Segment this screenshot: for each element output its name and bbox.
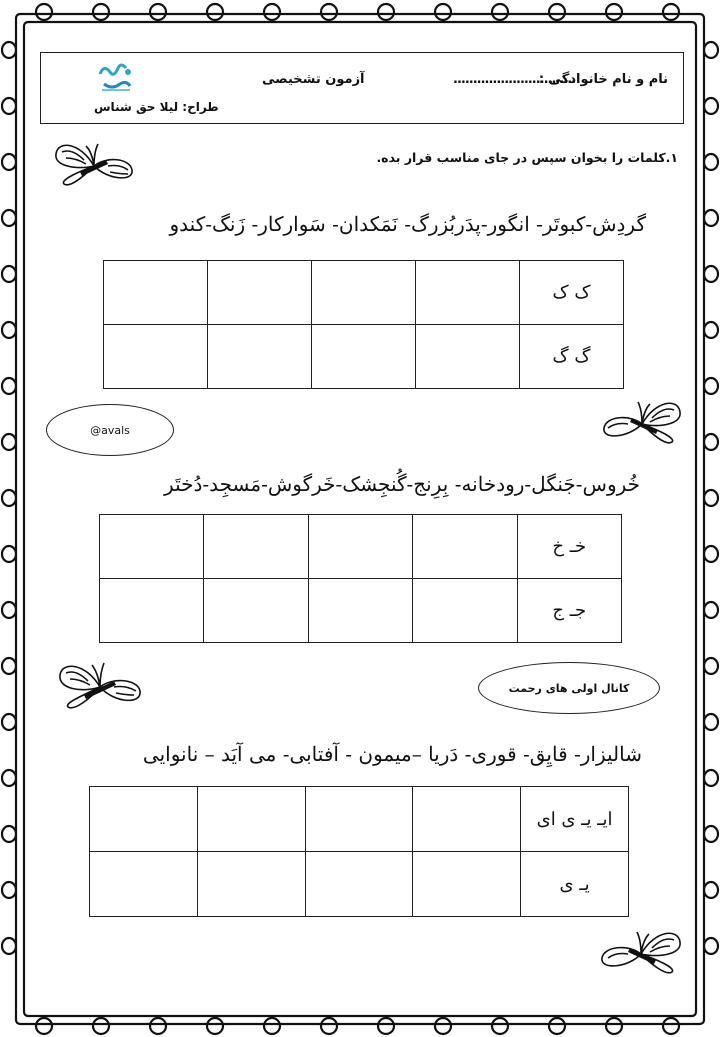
border-loop xyxy=(704,42,718,58)
border-loop xyxy=(2,826,16,842)
border-loop xyxy=(606,4,622,20)
border-loop xyxy=(207,4,223,20)
sorting-table-3 xyxy=(89,786,629,917)
border-loop xyxy=(2,658,16,674)
border-loop xyxy=(2,434,16,450)
border-loop xyxy=(704,490,718,506)
border-loop xyxy=(704,98,718,114)
border-loop xyxy=(150,4,166,20)
border-loop xyxy=(704,266,718,282)
border-loop xyxy=(704,378,718,394)
border-loop xyxy=(704,658,718,674)
border-loop xyxy=(93,1018,109,1034)
border-loop xyxy=(2,378,16,394)
letter-header-cell: یـ ی xyxy=(521,852,629,917)
border-loop xyxy=(264,4,280,20)
border-loop xyxy=(36,4,52,20)
channel-handle: @avals xyxy=(90,423,130,437)
border-loop xyxy=(663,1018,679,1034)
table-row xyxy=(100,579,622,643)
border-loop xyxy=(2,154,16,170)
answer-cell[interactable] xyxy=(104,325,208,389)
border-loop xyxy=(704,546,718,562)
border-loop xyxy=(435,1018,451,1034)
sorting-table-1 xyxy=(103,260,624,389)
border-loop xyxy=(704,154,718,170)
border-loop xyxy=(2,882,16,898)
border-loop xyxy=(2,546,16,562)
border-loop xyxy=(321,1018,337,1034)
answer-cell[interactable] xyxy=(197,852,305,917)
border-loop xyxy=(435,4,451,20)
border-loop xyxy=(704,770,718,786)
border-loop xyxy=(2,938,16,954)
border-loop xyxy=(2,490,16,506)
border-loop xyxy=(2,98,16,114)
answer-cell[interactable] xyxy=(100,515,204,579)
word-list-2: خُروس-جَنگل-رودخانه- بِرِنج-گُنجِشک-خَرگوش-مَسجِد-دُختَر xyxy=(164,472,640,496)
letter-header-cell: ایـ یـ ی ای xyxy=(521,787,629,852)
answer-cell[interactable] xyxy=(413,579,517,643)
student-name-label: نام و نام خانوادگی : xyxy=(538,72,668,87)
sorting-table-2 xyxy=(99,514,622,643)
border-loop xyxy=(704,714,718,730)
border-loop xyxy=(704,322,718,338)
answer-cell[interactable] xyxy=(416,325,520,389)
answer-cell[interactable] xyxy=(208,325,312,389)
border-loop xyxy=(321,4,337,20)
border-loop xyxy=(378,1018,394,1034)
border-loop xyxy=(264,1018,280,1034)
butterfly-icon xyxy=(52,655,148,717)
border-loop xyxy=(2,266,16,282)
answer-cell[interactable] xyxy=(413,852,521,917)
table-row xyxy=(100,515,622,579)
answer-cell[interactable] xyxy=(208,261,312,325)
butterfly-icon xyxy=(50,136,138,194)
word-list-1: گردِش-کبوتَر- انگور-پدَربُزرگ- نَمَکدان- سَوارکار- زَنگ-کندو xyxy=(169,212,646,236)
instruction-text: ۱.کلمات را بخوان سپس در جای مناسب قرار بده. xyxy=(376,150,678,165)
answer-cell[interactable] xyxy=(413,787,521,852)
answer-cell[interactable] xyxy=(308,515,412,579)
border-loop xyxy=(2,714,16,730)
border-loop xyxy=(150,1018,166,1034)
letter-header-cell: گ گ xyxy=(520,325,624,389)
student-name-field[interactable]: ............................... xyxy=(453,72,576,87)
butterfly-icon xyxy=(596,392,688,450)
answer-cell[interactable] xyxy=(104,261,208,325)
channel-name: کانال اولی های رحمت xyxy=(508,681,630,695)
answer-cell[interactable] xyxy=(204,579,308,643)
border-loop xyxy=(704,882,718,898)
answer-cell[interactable] xyxy=(305,852,413,917)
answer-cell[interactable] xyxy=(90,787,198,852)
answer-cell[interactable] xyxy=(312,325,416,389)
answer-cell[interactable] xyxy=(100,579,204,643)
table-row xyxy=(90,787,629,852)
border-loop xyxy=(492,4,508,20)
butterfly-icon xyxy=(594,924,688,982)
border-loop xyxy=(2,42,16,58)
border-loop xyxy=(378,4,394,20)
border-loop xyxy=(2,770,16,786)
word-list-3: شالیزار- قایِق- قوری- دَریا –میمون - آفتابی- می آیَد – نانوایی xyxy=(142,742,642,766)
letter-header-cell: خـ خ xyxy=(517,515,621,579)
table-row xyxy=(104,325,624,389)
border-loop xyxy=(2,322,16,338)
border-loop xyxy=(492,1018,508,1034)
border-loop xyxy=(2,602,16,618)
table-row xyxy=(90,852,629,917)
answer-cell[interactable] xyxy=(197,787,305,852)
answer-cell[interactable] xyxy=(413,515,517,579)
border-loop xyxy=(704,826,718,842)
border-loop xyxy=(606,1018,622,1034)
channel-handle-oval xyxy=(46,404,174,456)
border-loop xyxy=(704,434,718,450)
border-loop xyxy=(549,1018,565,1034)
letter-header-cell: ک ک xyxy=(520,261,624,325)
answer-cell[interactable] xyxy=(312,261,416,325)
answer-cell[interactable] xyxy=(204,515,308,579)
answer-cell[interactable] xyxy=(416,261,520,325)
table-row xyxy=(104,261,624,325)
border-loop xyxy=(663,4,679,20)
exam-title: آزمون تشخیصی xyxy=(262,72,365,87)
border-loop xyxy=(207,1018,223,1034)
border-loop xyxy=(93,4,109,20)
answer-cell[interactable] xyxy=(308,579,412,643)
answer-cell[interactable] xyxy=(90,852,198,917)
border-loop xyxy=(704,938,718,954)
letter-header-cell: جـ ج xyxy=(517,579,621,643)
designer-credit: طراح: لیلا حق شناس xyxy=(94,100,219,114)
channel-name-oval xyxy=(478,662,660,714)
border-loop xyxy=(704,210,718,226)
border-loop xyxy=(549,4,565,20)
border-loop xyxy=(36,1018,52,1034)
school-logo xyxy=(94,60,138,94)
answer-cell[interactable] xyxy=(305,787,413,852)
border-loop xyxy=(2,210,16,226)
border-loop xyxy=(704,602,718,618)
